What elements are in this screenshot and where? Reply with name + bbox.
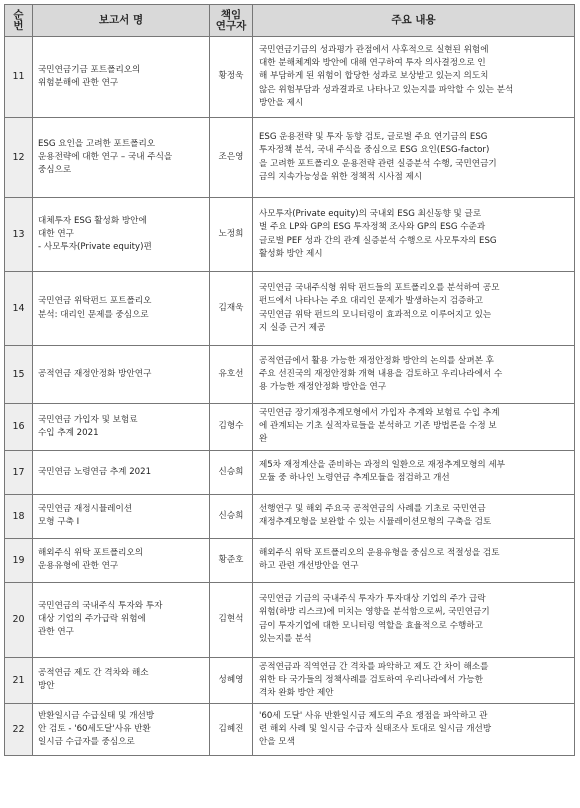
report-title-line: 일시금 수급자를 중심으로	[38, 737, 135, 748]
report-summary-line: 공적연금에서 활용 가능한 재정안정화 방안의 논의를 살펴본 후	[259, 355, 494, 366]
report-title-line: 국민연금기금 포트폴리오의	[38, 64, 141, 75]
report-summary-line: 해외주식 위탁 포트폴리오의 운용유형을 중심으로 적절성을 검토	[259, 547, 500, 558]
report-summary-line: 글로벌 PEF 성과 간의 관계 실증분석 수행으로 사모투자의 ESG	[259, 235, 497, 246]
report-summary-line: 활성화 방안 제시	[259, 248, 323, 259]
report-summary-line: '60세 도달' 사유 반환일시금 제도의 주요 쟁점을 파악하고 관	[259, 710, 488, 721]
report-summary-line: 있는지를 분석	[259, 633, 312, 644]
lead-researcher: 신승희	[210, 450, 253, 494]
report-summary	[253, 704, 575, 756]
table-row	[5, 37, 575, 118]
report-summary-line: 용 가능한 재정안정화 방안을 연구	[259, 382, 387, 393]
research-report-table	[4, 4, 575, 756]
report-title-line: 국민연금의 국내주식 투자와 투자	[38, 600, 163, 611]
report-summary-line: 에 관계되는 기초 실적자료들을 분석하고 기존 방법론을 수정 보	[259, 421, 497, 432]
table-row	[5, 582, 575, 657]
report-title	[33, 272, 210, 346]
report-summary-line: 선행연구 및 해외 주요국 공적연금의 사례를 기초로 국민연금	[259, 503, 486, 514]
report-summary	[253, 404, 575, 451]
report-summary-line: 모듈 중 하나인 노령연금 추계모듈을 점검하고 개선	[259, 473, 450, 484]
row-number: 11	[5, 37, 33, 118]
report-title	[33, 657, 210, 704]
report-summary	[253, 494, 575, 538]
report-title-line: 해외주식 위탁 포트폴리오의	[38, 547, 144, 558]
report-title-line: 중심으로	[38, 165, 72, 176]
report-summary-line: 금이 투자기업에 대한 모니터링 역할을 효율적으로 수행하고	[259, 620, 483, 631]
lead-researcher: 황정욱	[210, 37, 253, 118]
lead-researcher: 신승희	[210, 494, 253, 538]
report-title	[33, 37, 210, 118]
header-title: 보고서 명	[33, 5, 210, 37]
table-row	[5, 346, 575, 404]
report-title	[33, 538, 210, 582]
report-summary-line: 국민연금 기금의 국내주식 투자가 투자대상 기업의 주가 급락	[259, 594, 486, 605]
report-summary-line: 금의 지속가능성을 위한 정책적 시사점 제시	[259, 171, 423, 182]
report-summary-line: ESG 운용전략 및 투자 동향 검토, 글로벌 주요 연기금의 ESG	[259, 132, 488, 143]
report-summary	[253, 346, 575, 404]
row-number: 21	[5, 657, 33, 704]
report-title-line: 대체투자 ESG 활성화 방안에	[38, 215, 147, 226]
header-no-label: 순 번	[13, 8, 24, 32]
report-summary-line: 국민연금 국내주식형 위탁 펀드들의 포트폴리오를 분석하여 공모	[259, 283, 500, 294]
report-summary-line: 투자정책 분석, 국내 주식을 중심으로 ESG 요인(ESG-factor)	[259, 145, 490, 156]
report-summary	[253, 272, 575, 346]
report-title	[33, 704, 210, 756]
report-title-line: 수입 추계 2021	[38, 427, 99, 438]
row-number: 17	[5, 450, 33, 494]
row-number: 16	[5, 404, 33, 451]
report-summary	[253, 538, 575, 582]
lead-researcher: 황준호	[210, 538, 253, 582]
header-no	[5, 5, 33, 37]
report-summary-line: 하고 관련 개선방안을 연구	[259, 561, 359, 572]
report-summary-line: 격차 완화 방안 제안	[259, 688, 334, 699]
report-title-line: 운용유형에 관한 연구	[38, 561, 119, 572]
row-number: 19	[5, 538, 33, 582]
report-summary-line: 펀드에서 나타나는 주요 대리인 문제가 발생하는지 검증하고	[259, 296, 483, 307]
table-row	[5, 657, 575, 704]
report-title-line: 국민연금 위탁펀드 포트폴리오	[38, 296, 152, 307]
row-number: 18	[5, 494, 33, 538]
report-summary-line: 제5차 재정계산을 준비하는 과정의 일환으로 재정추계모형의 세부	[259, 459, 506, 470]
report-title-line: 국민연금 재정시뮬레이션	[38, 503, 133, 514]
report-summary-line: 위한 타 국가들의 정책사례를 검토하여 우리나라에서 가능한	[259, 674, 483, 685]
row-number: 13	[5, 198, 33, 272]
report-summary-line: 련 해외 사례 및 일시금 수급자 실태조사 토대로 일시금 개선방	[259, 724, 492, 735]
report-summary-line: 국민연금기금의 성과평가 관점에서 사후적으로 실현된 위험에	[259, 44, 489, 55]
report-summary-line: 벌 주요 LP와 GP의 ESG 투자정책 조사와 GP의 ESG 수준과	[259, 222, 486, 233]
lead-researcher: 김혜진	[210, 704, 253, 756]
lead-researcher: 유호선	[210, 346, 253, 404]
report-title	[33, 494, 210, 538]
report-summary-line: 을 고려한 포트폴리오 운용전략 관련 실증분석 수행, 국민연금기	[259, 158, 497, 169]
report-title-line: 안 검토 - '60세도달'사유 반환	[38, 724, 151, 735]
report-title-line: 모형 구축 I	[38, 517, 80, 528]
report-title	[33, 198, 210, 272]
table-row	[5, 538, 575, 582]
report-title-line: 공적연금 재정안정화 방안연구	[38, 368, 152, 379]
table-header-row	[5, 5, 575, 37]
table-row	[5, 404, 575, 451]
table-row	[5, 704, 575, 756]
report-summary	[253, 582, 575, 657]
header-author-label: 책임 연구자	[215, 8, 247, 32]
lead-researcher: 김재욱	[210, 272, 253, 346]
lead-researcher: 노정희	[210, 198, 253, 272]
report-summary-line: 해 부담하게 된 위험이 합당한 성과로 보상받고 있는지 의도치	[259, 71, 489, 82]
report-summary-line: 지 실증 근거 제공	[259, 322, 326, 333]
table-row	[5, 450, 575, 494]
table-row	[5, 272, 575, 346]
table-row	[5, 118, 575, 198]
report-summary-line: 위험(하방 리스크)에 미치는 영향을 분석함으로써, 국민연금기	[259, 607, 490, 618]
row-number: 15	[5, 346, 33, 404]
report-summary-line: 않은 위험부담과 성과결과로 나타나고 있는지를 파악할 수 있는 분석	[259, 84, 514, 95]
lead-researcher: 김현석	[210, 582, 253, 657]
report-title	[33, 118, 210, 198]
report-title	[33, 404, 210, 451]
report-summary-line: 대한 분해체계와 방안에 대해 연구하여 투자 의사결정으로 인	[259, 58, 486, 69]
header-author	[210, 5, 253, 37]
report-summary-line: 공적연금과 직역연금 간 격차를 파악하고 제도 간 차이 해소를	[259, 661, 489, 672]
row-number: 12	[5, 118, 33, 198]
report-title	[33, 346, 210, 404]
report-summary-line: 주요 선진국의 재정안정화 개혁 내용을 검토하고 우리나라에서 수	[259, 368, 503, 379]
report-title-line: 위험분해에 관한 연구	[38, 78, 119, 88]
row-number: 20	[5, 582, 33, 657]
report-title-line: 운용전략에 대한 연구 – 국내 주식을	[38, 151, 173, 162]
report-summary	[253, 198, 575, 272]
report-title-line: 국민연금 가입자 및 보험료	[38, 414, 138, 425]
report-summary-line: 국민연금 위탁 펀드의 모니터링이 효과적으로 이루어지고 있는	[259, 309, 492, 320]
report-summary	[253, 37, 575, 118]
report-summary-line: 안을 모색	[259, 737, 295, 748]
report-summary-line: 방안을 제시	[259, 97, 304, 108]
report-title-line: 방안	[38, 681, 55, 692]
report-title-line: 반환일시금 수급실태 및 개선방	[38, 710, 155, 721]
header-content: 주요 내용	[253, 5, 575, 37]
lead-researcher: 성혜영	[210, 657, 253, 704]
lead-researcher: 조은영	[210, 118, 253, 198]
report-title	[33, 450, 210, 494]
table-row	[5, 198, 575, 272]
report-title-line: 대한 연구	[38, 228, 74, 239]
report-title-line: 대상 기업의 주가급락 위험에	[38, 614, 146, 624]
report-title-line: ESG 요인을 고려한 포트폴리오	[38, 138, 156, 149]
report-title-line: 관한 연구	[38, 627, 74, 638]
report-title-line: 국민연금 노령연금 추계 2021	[38, 466, 152, 477]
report-title	[33, 582, 210, 657]
report-title-line: 공적연금 제도 간 격차와 해소	[38, 668, 149, 679]
row-number: 14	[5, 272, 33, 346]
report-title-line: 분석: 대리인 문제를 중심으로	[38, 309, 149, 320]
report-summary-line: 재정추계모형을 보완할 수 있는 시뮬레이션모형의 구축을 검토	[259, 517, 492, 528]
lead-researcher: 김형수	[210, 404, 253, 451]
report-summary	[253, 450, 575, 494]
report-summary	[253, 657, 575, 704]
report-summary	[253, 118, 575, 198]
table-row	[5, 494, 575, 538]
report-summary-line: 사모투자(Private equity)의 국내외 ESG 최신동향 및 글로	[259, 209, 482, 220]
row-number: 22	[5, 704, 33, 756]
report-summary-line: 국민연금 장기재정추계모형에서 가입자 추계와 보험료 수입 추계	[259, 408, 500, 418]
report-title-line: - 사모투자(Private equity)편	[38, 242, 152, 253]
report-summary-line: 완	[259, 434, 268, 445]
